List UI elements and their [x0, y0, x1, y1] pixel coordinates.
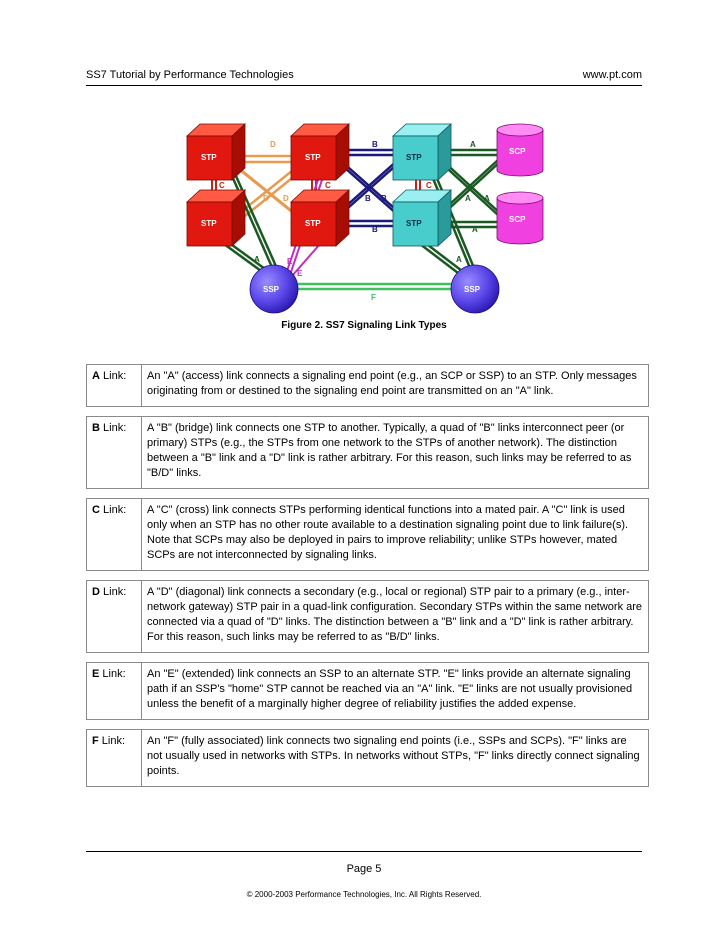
figure-caption: Figure 2. SS7 Signaling Link Types	[281, 320, 447, 331]
stp-red-bottom-mid	[291, 190, 349, 246]
stp-red-top-mid	[291, 124, 349, 180]
link-label-b-mid2: B	[381, 194, 387, 203]
link-label-a-mid2: A	[484, 194, 490, 203]
link-label-a-low-right: A	[456, 255, 462, 264]
link-label-cell	[87, 730, 142, 787]
link-letter: F	[92, 735, 99, 747]
link-label-b-bot: B	[372, 225, 378, 234]
link-letter: C	[92, 504, 100, 516]
link-label-f: F	[371, 293, 376, 302]
link-suffix: Link:	[98, 735, 126, 747]
label-ssp-right: SSP	[464, 285, 481, 294]
label-stp-tm: STP	[305, 153, 321, 162]
links-layer	[212, 150, 502, 289]
table-row	[87, 663, 649, 720]
link-description: An "F" (fully associated) link connects two signaling end points (i.e., SSPs and SCPs). "F" links are not usually used in networks with STPs. In networks without STPs, "F" links directly connect signaling points.	[142, 730, 649, 787]
label-stp-tr: STP	[406, 153, 422, 162]
link-label-d-mid1: D	[263, 194, 269, 203]
link-suffix: Link:	[99, 668, 126, 680]
link-label-b-mid1: B	[365, 194, 371, 203]
link-label-cell	[87, 365, 142, 407]
link-label-cell	[87, 417, 142, 489]
link-label-cell	[87, 581, 142, 653]
link-label-a-top: A	[470, 140, 476, 149]
label-ssp-left: SSP	[263, 285, 280, 294]
link-letter: D	[92, 586, 100, 598]
link-label-d-top: D	[270, 140, 276, 149]
link-suffix: Link:	[99, 370, 127, 382]
table-row	[87, 365, 649, 407]
link-label-c-mid: C	[325, 181, 331, 190]
link-description: A "C" (cross) link connects STPs performing identical functions into a mated pair. A "C" link is used only when an STP has no other route available to a destination signaling point due to link failure(s). Note that SCPs may also be deployed in pairs to improve reliability; unlike STPs however, mated SCPs are not interconnected by signaling links.	[142, 499, 649, 571]
f-link	[298, 284, 455, 289]
link-types-table	[86, 355, 649, 787]
stp-red-top-left	[187, 124, 245, 180]
link-label-a-mid1: A	[465, 194, 471, 203]
link-letter: B	[92, 422, 100, 434]
header-title: SS7 Tutorial by Performance Technologies	[86, 69, 294, 81]
label-scp-top: SCP	[509, 147, 526, 156]
link-letter: A	[92, 370, 100, 382]
label-stp-bm: STP	[305, 219, 321, 228]
footer-rule	[86, 851, 642, 852]
table-row	[87, 499, 649, 571]
table-row	[87, 417, 649, 489]
link-label-d-mid2: D	[283, 194, 289, 203]
page-number: Page 5	[346, 863, 382, 875]
link-label-c-right: C	[426, 181, 432, 190]
link-letter: E	[92, 668, 100, 680]
link-label-e-upper: E	[287, 257, 293, 266]
label-stp-bl: STP	[201, 219, 217, 228]
link-description: An "A" (access) link connects a signaling end point (e.g., an SCP or SSP) to an STP. Only messages originating from or destined to the signaling end point are transmitted on an "A" link.	[142, 365, 649, 407]
label-scp-bottom: SCP	[509, 215, 526, 224]
link-suffix: Link:	[99, 586, 127, 598]
link-suffix: Link:	[99, 504, 127, 516]
link-label-b-top: B	[372, 140, 378, 149]
link-description: A "D" (diagonal) link connects a secondary (e.g., local or regional) STP pair to a primary (e.g., inter-network gateway) STP pair in a quad-link configuration. Secondary STPs within the same network are connected via a quad of "D" links. The distinction between a "B" link and a "D" link is rather arbitrary. For this reason, such links may be referred to as "B/D" links.	[142, 581, 649, 653]
stp-cyan-top-right	[393, 124, 451, 180]
link-label-a-bot: A	[472, 225, 478, 234]
label-stp-tl: STP	[201, 153, 217, 162]
copyright: © 2000-2003 Performance Technologies, Inc. All Rights Reserved.	[246, 890, 482, 899]
link-label-a-low-left: A	[254, 255, 260, 264]
link-suffix: Link:	[99, 422, 127, 434]
header-url: www.pt.com	[582, 69, 642, 81]
link-label-e-lower: E	[297, 269, 303, 278]
link-description: An "E" (extended) link connects an SSP to an alternate STP. "E" links provide an alternate signaling path if an SSP's "home" STP cannot be reached via an "A" link. "E" links are not usually provisioned unless the benefit of a marginally higher degree of reliability justifies the added expense.	[142, 663, 649, 720]
link-label-cell	[87, 499, 142, 571]
table-row	[87, 581, 649, 653]
signaling-link-diagram	[0, 0, 728, 320]
link-label-cell	[87, 663, 142, 720]
label-stp-br: STP	[406, 219, 422, 228]
link-description: A "B" (bridge) link connects one STP to another. Typically, a quad of "B" links interconnect peer (or primary) STPs (e.g., the STPs from one network to the STPs of another network). The distinction between a "B" link and a "D" link is rather arbitrary. For this reason, such links may be referred to as "B/D" links.	[142, 417, 649, 489]
table-row	[87, 730, 649, 787]
stp-cyan-bottom-right	[393, 190, 451, 246]
stp-red-bottom-left	[187, 190, 245, 246]
link-label-c-left: C	[219, 181, 225, 190]
